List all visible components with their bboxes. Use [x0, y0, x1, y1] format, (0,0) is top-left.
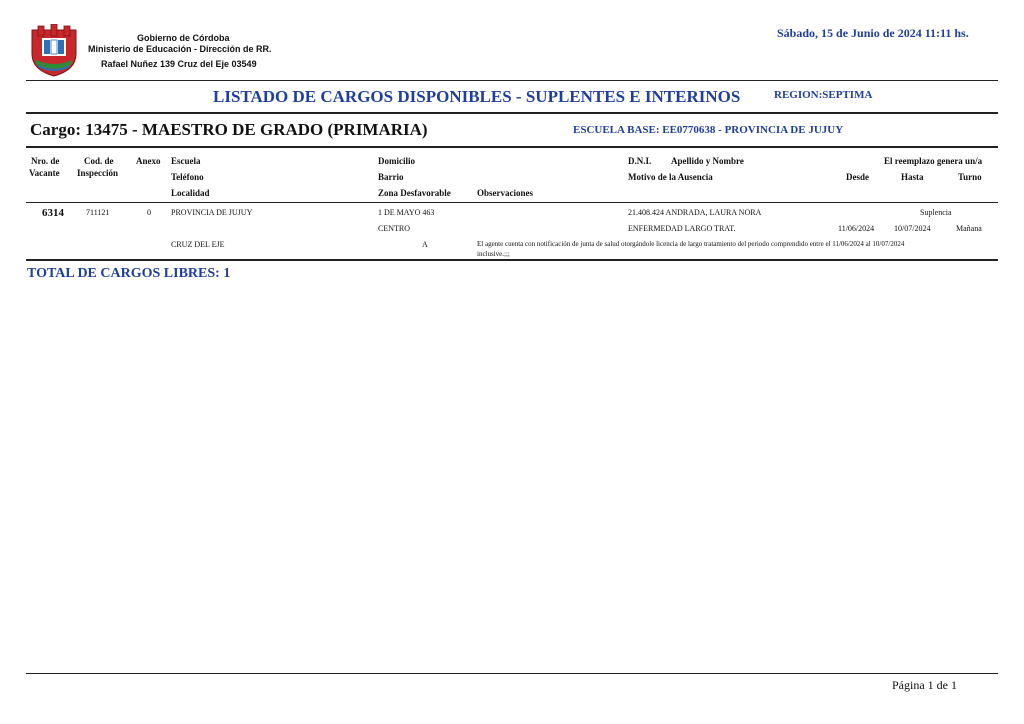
cell-motivo: ENFERMEDAD LARGO TRAT.: [628, 224, 736, 233]
cargo-label: Cargo: 13475 - MAESTRO DE GRADO (PRIMARIA): [30, 120, 428, 139]
cell-zona: A: [422, 240, 428, 249]
header-row-divider: [26, 202, 998, 203]
report-datetime: Sábado, 15 de Junio de 2024 11:11 hs.: [777, 26, 969, 40]
org-name: Gobierno de Córdoba: [137, 33, 230, 43]
footer-divider: [26, 673, 998, 674]
col-turno: Turno: [958, 172, 982, 182]
col-nro-vacante-2: Vacante: [29, 168, 60, 178]
col-zona: Zona Desfavorable: [378, 188, 451, 198]
total-cargos-libres: TOTAL DE CARGOS LIBRES: 1: [27, 266, 231, 281]
col-desde: Desde: [846, 172, 869, 182]
cargo-divider: [26, 146, 998, 148]
cell-observaciones-line2: inclusive.;;;: [477, 250, 510, 258]
report-region: REGION:SEPTIMA: [774, 89, 873, 101]
cell-dni-nombre: 21.408.424 ANDRADA, LAURA NORA: [628, 208, 762, 217]
col-reemplazo: El reemplazo genera un/a: [884, 156, 983, 166]
col-telefono: Teléfono: [171, 172, 204, 182]
col-anexo: Anexo: [136, 156, 161, 166]
col-barrio: Barrio: [378, 172, 404, 182]
col-nro-vacante-1: Nro. de: [31, 156, 60, 166]
cell-nro-vacante: 6314: [42, 207, 64, 219]
cell-hasta: 10/07/2024: [894, 224, 931, 233]
cell-turno: Mañana: [956, 224, 982, 233]
col-cod-inspeccion-2: Inspección: [77, 168, 119, 178]
report-title: LISTADO DE CARGOS DISPONIBLES - SUPLENTES E INTERINOS: [213, 87, 741, 106]
col-domicilio: Domicilio: [378, 156, 415, 166]
cell-anexo: 0: [147, 208, 151, 217]
org-ministry: Ministerio de Educación - Dirección de RR.: [88, 44, 272, 54]
org-address: Rafael Nuñez 139 Cruz del Eje 03549: [101, 59, 257, 69]
col-apellido-nombre: Apellido y Nombre: [671, 156, 744, 166]
cell-barrio: CENTRO: [378, 224, 410, 233]
col-escuela: Escuela: [171, 156, 201, 166]
header-divider: [26, 80, 998, 81]
col-observaciones: Observaciones: [477, 188, 533, 198]
col-localidad: Localidad: [171, 188, 210, 198]
page-number: Página 1 de 1: [892, 678, 957, 692]
cell-observaciones-line1: El agente cuenta con notificación de junta de salud otorgándole licencia de largo tratamiento del periodo comprendido entre el 11/06/2024 al 10/07/2024: [477, 240, 905, 248]
cell-localidad: CRUZ DEL EJE: [171, 240, 225, 249]
table-bottom-divider: [26, 259, 998, 261]
title-divider: [26, 112, 998, 114]
cell-escuela: PROVINCIA DE JUJUY: [171, 208, 253, 217]
escuela-base: ESCUELA BASE: EE0770638 - PROVINCIA DE JUJUY: [573, 124, 844, 136]
col-motivo: Motivo de la Ausencia: [628, 172, 713, 182]
cell-desde: 11/06/2024: [838, 224, 875, 233]
cell-domicilio: 1 DE MAYO 463: [378, 208, 435, 217]
cell-reemplazo: Suplencia: [920, 208, 952, 217]
col-cod-inspeccion-1: Cod. de: [84, 156, 114, 166]
cell-cod-inspeccion: 711121: [86, 208, 110, 217]
col-hasta: Hasta: [901, 172, 924, 182]
col-dni: D.N.I.: [628, 156, 652, 166]
cordoba-coat-of-arms-icon: [28, 24, 80, 78]
